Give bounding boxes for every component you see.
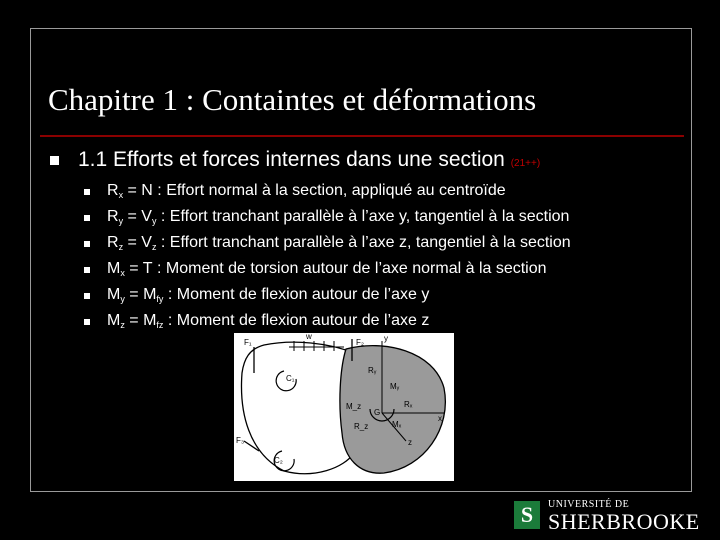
bullet-square-icon	[84, 189, 90, 195]
svg-text:Mᵧ: Mᵧ	[390, 382, 400, 391]
svg-text:Rᵧ: Rᵧ	[368, 366, 377, 375]
svg-text:M_z: M_z	[346, 402, 362, 411]
diagram-svg	[234, 333, 454, 481]
svg-text:F₁: F₁	[244, 338, 252, 347]
bullet-square-icon	[84, 215, 90, 221]
bullet-square-icon	[84, 319, 90, 325]
logo-main-text: SHERBROOKE	[548, 509, 700, 534]
sherbrooke-shield-icon: S	[514, 501, 540, 529]
svg-text:z: z	[408, 438, 412, 447]
svg-text:Rₓ: Rₓ	[404, 400, 413, 409]
section-ref: (21++)	[510, 158, 541, 169]
svg-text:C₁: C₁	[286, 374, 295, 383]
svg-text:w: w	[306, 333, 312, 341]
university-logo	[514, 497, 704, 535]
svg-text:F₃: F₃	[236, 436, 245, 445]
bullet-square-icon	[50, 156, 59, 165]
bullet-square-icon	[84, 293, 90, 299]
svg-text:G: G	[374, 408, 381, 417]
body-outline	[241, 342, 354, 474]
logo-top-text: UNIVERSITÉ DE	[548, 499, 630, 510]
bullet-square-icon	[84, 267, 90, 273]
svg-text:y: y	[384, 334, 388, 343]
svg-text:x: x	[438, 414, 442, 423]
section-heading-text: 1.1 Efforts et forces internes dans une section	[78, 148, 505, 171]
section-heading	[78, 148, 540, 172]
bullet-square-icon	[84, 241, 90, 247]
svg-text:Mₓ: Mₓ	[392, 420, 402, 429]
title-divider	[40, 135, 684, 137]
svg-text:C₂: C₂	[274, 456, 283, 465]
svg-text:F₂: F₂	[356, 338, 364, 347]
slide-title: Chapitre 1 : Containtes et déformations	[48, 82, 537, 117]
internal-forces-diagram	[234, 333, 454, 481]
svg-text:R_z: R_z	[354, 422, 369, 431]
